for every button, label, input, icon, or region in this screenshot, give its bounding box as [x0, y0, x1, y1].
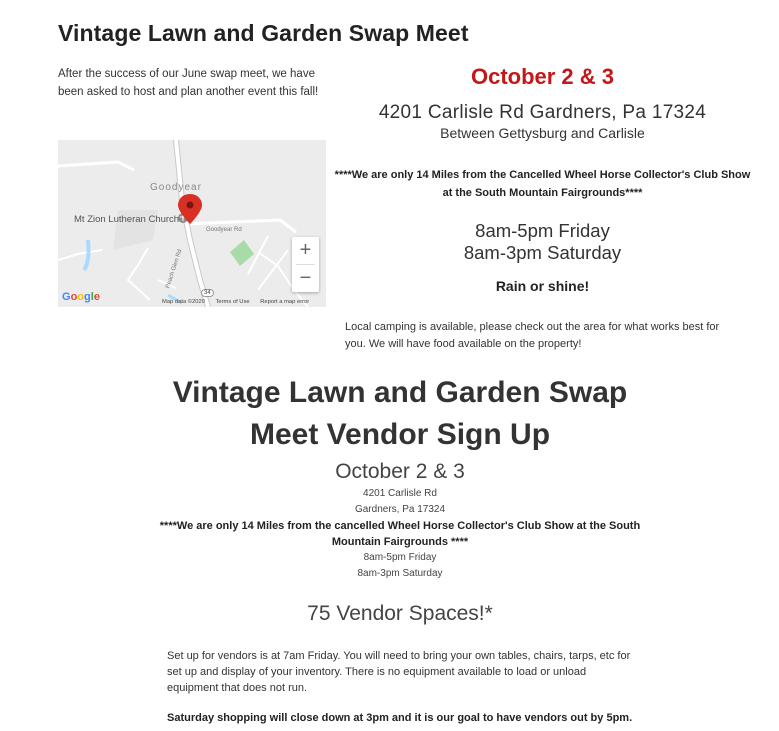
map-embed[interactable] [58, 140, 326, 307]
setup-text: Set up for vendors is at 7am Friday. You will need to bring your own tables, chairs, tarps, etc for set up and display of your inventory. There is no equipment available to load or unload equipment that does not run. [167, 650, 631, 694]
map-church-label: Mt Zion Lutheran Church [74, 214, 180, 225]
event-rain-note: Rain or shine! [495, 278, 590, 294]
map-attribution [162, 299, 318, 305]
signup-hours-friday: 8am-5pm Friday [363, 552, 437, 563]
signup-date: October 2 & 3 [335, 460, 465, 483]
signup-hours-saturday: 8am-3pm Saturday [357, 568, 443, 579]
signup-miles-note: ****We are only 14 Miles from the cancelled Wheel Horse Collector's Club Show at the South Mountain Fairgrounds **** [159, 520, 641, 548]
zoom-out-button[interactable]: − [299, 267, 312, 289]
event-miles-note: ****We are only 14 Miles from the Cancelled Wheel Horse Collector's Club Show at the South Mountain Fairgrounds**** [334, 169, 751, 199]
signup-address-line2: Gardners, Pa 17324 [354, 504, 446, 515]
route-shield-icon: 34 [201, 289, 214, 297]
saturday-note: Saturday shopping will close down at 3pm and it is our goal to have vendors out by 5pm. [167, 712, 633, 724]
signup-title: Vintage Lawn and Garden Swap Meet Vendor Sign Up [172, 376, 628, 451]
terms-link[interactable]: Terms of Use [215, 299, 250, 305]
event-details [330, 62, 755, 294]
page-title: Vintage Lawn and Garden Swap Meet [58, 20, 469, 46]
event-location-note: Between Gettysburg and Carlisle [440, 125, 645, 141]
map-town-label: Goodyear [150, 182, 202, 193]
camping-text: Local camping is available, please check out the area for what works best for you. We will have food available on the property! [345, 321, 720, 350]
map-road-label: Goodyear Rd [206, 227, 242, 233]
zoom-controls [292, 237, 319, 292]
vendor-signup-section [150, 372, 650, 626]
event-address: 4201 Carlisle Rd Gardners, Pa 17324 [378, 102, 707, 123]
signup-address-line1: 4201 Carlisle Rd [363, 488, 437, 499]
vendor-spaces: 75 Vendor Spaces!* [307, 602, 493, 625]
zoom-in-button[interactable]: + [299, 239, 312, 261]
event-hours-saturday: 8am-3pm Saturday [463, 242, 622, 263]
google-logo[interactable]: Google [62, 291, 100, 303]
intro-text: After the success of our June swap meet, we have been asked to host and plan another event this fall! [58, 68, 319, 98]
map-data-text: Map data ©2020 [162, 299, 205, 305]
event-date: October 2 & 3 [470, 64, 615, 89]
event-hours-friday: 8am-5pm Friday [475, 220, 610, 241]
map-road-label: Peach Glen Rd [165, 248, 184, 290]
report-error-link[interactable]: Report a map error [260, 299, 310, 305]
